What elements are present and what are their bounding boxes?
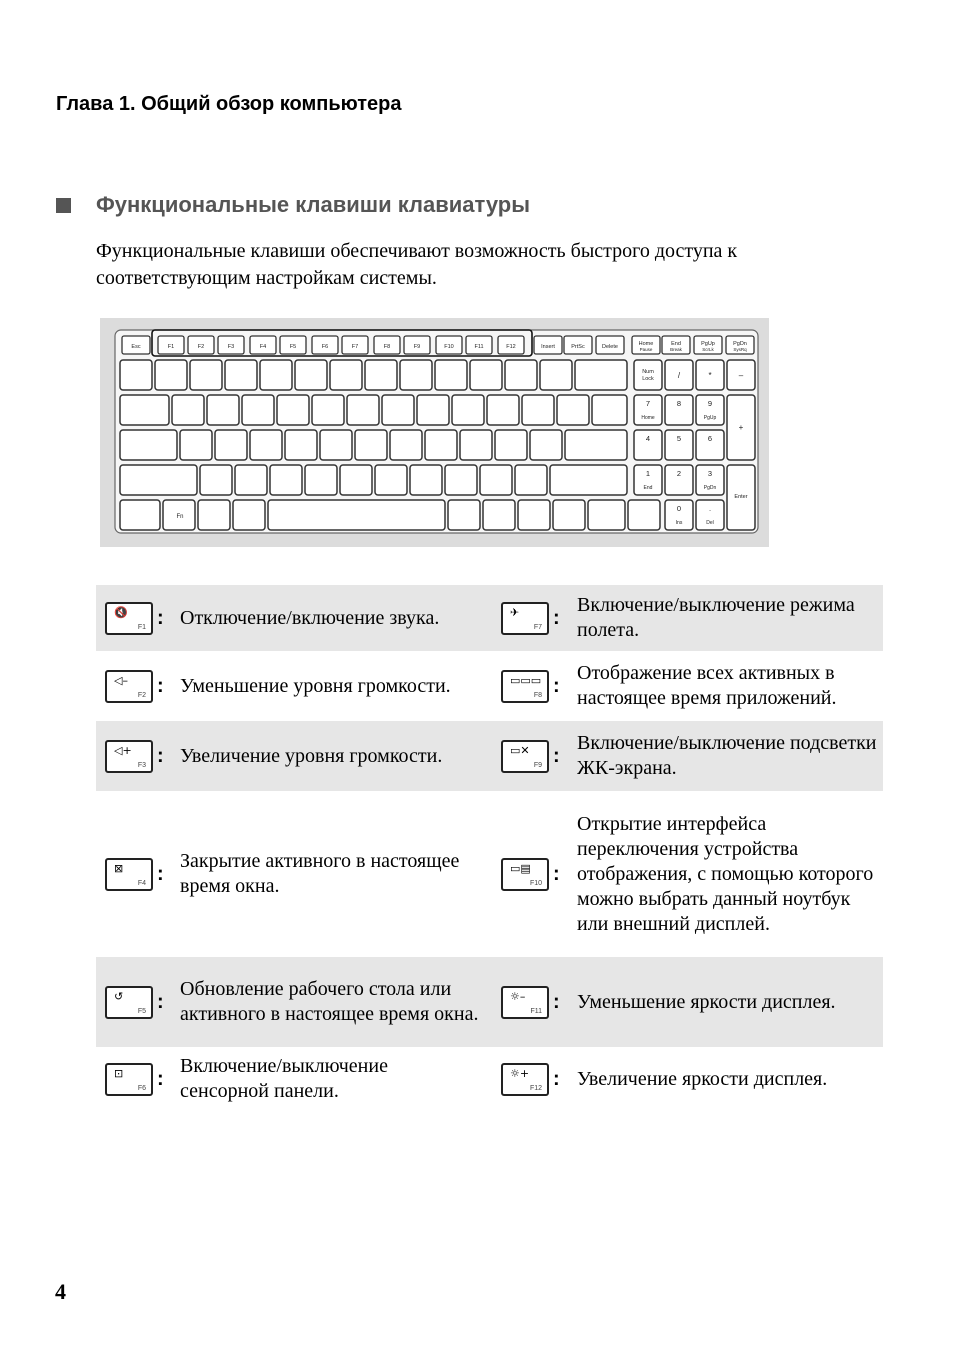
key-cell [96, 585, 170, 651]
key-main-3-7 [410, 465, 442, 495]
numpad-numlock [634, 360, 662, 390]
key-main-1-10 [487, 395, 519, 425]
key-top-label: PgUp [701, 341, 715, 347]
key-main-1-12 [557, 395, 589, 425]
function-keys-table [96, 585, 883, 1111]
fkey-label: F10 [529, 879, 542, 887]
function-row [96, 721, 883, 791]
backlight-off-icon: ▭✕ [510, 743, 530, 757]
key-main-2-5 [320, 430, 352, 460]
numpad-k9-label: 9 [707, 399, 713, 408]
key-top-label: Esc [131, 344, 141, 350]
key-main-3-0 [120, 465, 197, 495]
key-main-0-7 [365, 360, 397, 390]
key-top-sublabel: SysRq [733, 347, 747, 352]
numpad-k9-sublabel: PgUp [703, 415, 717, 421]
numpad-k3-label: 3 [707, 469, 713, 478]
key-cell [480, 791, 567, 957]
key-main-3-2 [235, 465, 267, 495]
colon: : [553, 674, 560, 697]
key-main-0-8 [400, 360, 432, 390]
mute-icon: 🔇 [114, 605, 128, 619]
key-main-2-12 [565, 430, 627, 460]
volume-up-icon: ◁+ [114, 743, 132, 757]
numpad-k3-sublabel: PgDn [703, 485, 717, 491]
key-top-label: F3 [227, 344, 235, 350]
key-cell [96, 791, 170, 957]
key-main-1-6 [347, 395, 379, 425]
function-row [96, 791, 883, 957]
key-top-sublabel: Pause [639, 347, 653, 352]
key-main-0-13 [575, 360, 627, 390]
key-main-2-9 [460, 430, 492, 460]
key-top-sublabel: Break [670, 347, 682, 352]
function-description: Увеличение уровня громкости. [170, 721, 480, 791]
key-main-3-10 [515, 465, 547, 495]
key-top-label: F9 [413, 344, 421, 350]
key-main-2-8 [425, 430, 457, 460]
key-main-2-1 [180, 430, 212, 460]
colon: : [553, 1067, 560, 1090]
key-main-2-6 [355, 430, 387, 460]
key-main-2-2 [215, 430, 247, 460]
key-main-1-7 [382, 395, 414, 425]
colon: : [157, 606, 164, 629]
function-description: Обновление рабочего стола или активного в настоящее время окна. [170, 957, 480, 1047]
key-main-3-4 [305, 465, 337, 495]
fn-key-label: Fn [176, 514, 184, 520]
key-main-0-10 [470, 360, 502, 390]
function-row [96, 651, 883, 721]
keycap-f4 [105, 858, 153, 891]
key-main-4-5 [448, 500, 480, 530]
key-main-0-5 [295, 360, 327, 390]
key-main-1-3 [242, 395, 274, 425]
key-main-1-4 [277, 395, 309, 425]
key-top-label: F2 [197, 344, 205, 350]
key-top-label: F12 [506, 344, 516, 350]
fkey-label: F12 [529, 1084, 542, 1092]
key-top-label: F6 [321, 344, 329, 350]
numpad-k8-label: 8 [676, 399, 682, 408]
keycap-f2 [105, 670, 153, 703]
refresh-icon: ↺ [114, 989, 124, 1003]
keycap-f6 [105, 1063, 153, 1096]
brightness-down-icon: ☼– [510, 989, 526, 1003]
page-number: 4 [55, 1279, 66, 1304]
key-main-1-5 [312, 395, 344, 425]
key-cell [480, 651, 567, 721]
key-top-label: Home [638, 341, 654, 347]
key-top-label: F4 [259, 344, 267, 350]
function-description: Уменьшение уровня громкости. [180, 674, 451, 697]
brightness-up-icon: ☼+ [510, 1066, 530, 1080]
numpad-k1-label: 1 [645, 469, 651, 478]
key-top-label: F5 [289, 344, 297, 350]
key-main-0-9 [435, 360, 467, 390]
numpad-k6-label: 6 [707, 434, 713, 443]
key-main-1-0 [120, 395, 169, 425]
numpad-enter-label: Enter [734, 494, 748, 500]
colon: : [157, 674, 164, 697]
touchpad-icon: ⊡ [114, 1066, 124, 1080]
function-description: Отображение всех активных в настоящее время приложений. [577, 662, 837, 709]
key-cell [96, 651, 170, 721]
task-view-icon: ▭▭▭ [510, 673, 542, 687]
key-main-4-4 [268, 500, 445, 530]
key-main-3-8 [445, 465, 477, 495]
keycap-f10 [501, 858, 549, 891]
fkey-label: F2 [137, 691, 146, 699]
key-top-label: F1 [167, 344, 175, 350]
fkey-label: F9 [533, 761, 542, 769]
key-top-label: PgDn [733, 341, 747, 347]
colon: : [553, 744, 560, 767]
key-main-2-0 [120, 430, 177, 460]
key-top-label: End [671, 341, 681, 347]
key-main-4-10 [628, 500, 660, 530]
key-main-4-2 [198, 500, 230, 530]
colon: : [157, 862, 164, 885]
function-description: Открытие интерфейса переключения устройства отображения, с помощью которого можно выбрать данный ноутбук или внешний дисплей. [577, 812, 874, 935]
colon: : [157, 1067, 164, 1090]
key-top-label: Insert [541, 344, 555, 350]
key-top-label: PrtSc [571, 344, 585, 350]
fkey-label: F7 [533, 623, 542, 631]
key-cell [96, 721, 170, 791]
key-cell [480, 585, 567, 651]
numpad-k0-label: 0 [676, 504, 682, 513]
key-main-4-0 [120, 500, 160, 530]
key-main-3-11 [550, 465, 627, 495]
key-top-label: Delete [602, 344, 618, 350]
function-description: Включение/выключение режима полета. [567, 585, 883, 651]
function-row [96, 1047, 883, 1111]
fkey-label: F5 [137, 1007, 146, 1015]
fkey-label: F3 [137, 761, 146, 769]
airplane-icon: ✈ [510, 605, 520, 619]
keycap-f9 [501, 740, 549, 773]
keyboard-illustration [100, 318, 769, 547]
numpad-k7-sublabel: Home [641, 415, 655, 421]
keycap-f1 [105, 602, 153, 635]
key-cell [480, 1047, 567, 1111]
key-main-1-13 [592, 395, 627, 425]
key-main-4-3 [233, 500, 265, 530]
numpad-numlock-label-1: Num [642, 369, 654, 375]
key-main-4-8 [553, 500, 585, 530]
key-main-2-7 [390, 430, 422, 460]
colon: : [553, 990, 560, 1013]
key-cell [480, 957, 567, 1047]
numpad-numlock-label-2: Lock [642, 376, 654, 382]
key-main-4-7 [518, 500, 550, 530]
key-main-2-4 [285, 430, 317, 460]
key-main-0-11 [505, 360, 537, 390]
key-cell [96, 957, 170, 1047]
section-title: Функциональные клавиши клавиатуры [96, 192, 531, 217]
colon: : [553, 862, 560, 885]
key-main-1-11 [522, 395, 554, 425]
key-cell [480, 721, 567, 791]
colon: : [157, 744, 164, 767]
key-top-label: F7 [351, 344, 359, 350]
numpad-dot-sublabel: Del [706, 520, 714, 526]
function-row [96, 957, 883, 1047]
numpad-k2-label: 2 [676, 469, 682, 478]
key-main-4-9 [588, 500, 625, 530]
key-cell [96, 1047, 170, 1111]
numpad-multiply-label: * [708, 371, 712, 380]
key-top-label: F10 [444, 344, 454, 350]
fkey-label: F4 [137, 879, 146, 887]
key-main-0-2 [190, 360, 222, 390]
numpad-divide-label: / [677, 371, 681, 380]
close-window-icon: ⊠ [114, 861, 124, 875]
key-main-3-3 [270, 465, 302, 495]
chapter-heading: Глава 1. Общий обзор компьютера [56, 93, 402, 115]
numpad-minus-label: – [738, 371, 744, 380]
key-main-1-2 [207, 395, 239, 425]
keycap-f3 [105, 740, 153, 773]
display-switch-icon: ▭▤ [510, 861, 531, 875]
numpad-plus-label: + [738, 423, 744, 432]
colon: : [157, 990, 164, 1013]
function-description: Отключение/включение звука. [170, 585, 480, 651]
colon: : [553, 606, 560, 629]
key-main-0-4 [260, 360, 292, 390]
function-description: Увеличение яркости дисплея. [577, 1067, 828, 1090]
section-bullet [56, 198, 71, 213]
numpad-k1-sublabel: End [643, 485, 653, 491]
keycap-f8 [501, 670, 549, 703]
function-description: Закрытие активного в настоящее время окна. [180, 850, 460, 897]
function-description: Уменьшение яркости дисплея. [567, 957, 883, 1047]
key-main-0-0 [120, 360, 152, 390]
key-main-3-6 [375, 465, 407, 495]
keycap-f7 [501, 602, 549, 635]
key-main-3-5 [340, 465, 372, 495]
key-main-1-9 [452, 395, 484, 425]
fkey-label: F11 [530, 1007, 542, 1015]
function-description: Включение/выключение подсветки ЖК-экрана. [567, 721, 883, 791]
numpad-k5-label: 5 [676, 434, 682, 443]
keycap-f11 [501, 986, 549, 1019]
key-main-2-11 [530, 430, 562, 460]
key-main-0-12 [540, 360, 572, 390]
key-main-3-9 [480, 465, 512, 495]
intro-paragraph: Функциональные клавиши обеспечивают возможность быстрого доступа к соответствующим настройкам системы. [96, 240, 738, 289]
key-main-3-1 [200, 465, 232, 495]
key-main-4-6 [483, 500, 515, 530]
function-description: Включение/выключение сенсорной панели. [180, 1055, 388, 1102]
keycap-f5 [105, 986, 153, 1019]
fkey-label: F6 [137, 1084, 146, 1092]
key-main-0-3 [225, 360, 257, 390]
numpad-k7-label: 7 [645, 399, 651, 408]
numpad-k4-label: 4 [645, 434, 651, 443]
fkey-label: F1 [137, 623, 146, 631]
key-main-2-3 [250, 430, 282, 460]
key-main-1-8 [417, 395, 449, 425]
volume-down-icon: ◁– [114, 673, 128, 687]
function-row [96, 585, 883, 651]
numpad-dot-label: . [708, 504, 712, 513]
key-top-label: F11 [474, 344, 484, 350]
keyboard-diagram [100, 318, 769, 547]
key-top-sublabel: ScrLk [702, 347, 714, 352]
keycap-f12 [501, 1063, 549, 1096]
key-main-0-6 [330, 360, 362, 390]
numpad-k0-sublabel: Ins [675, 520, 683, 526]
key-main-2-10 [495, 430, 527, 460]
key-top-label: F8 [383, 344, 391, 350]
key-main-0-1 [155, 360, 187, 390]
fkey-label: F8 [533, 691, 542, 699]
key-main-1-1 [172, 395, 204, 425]
